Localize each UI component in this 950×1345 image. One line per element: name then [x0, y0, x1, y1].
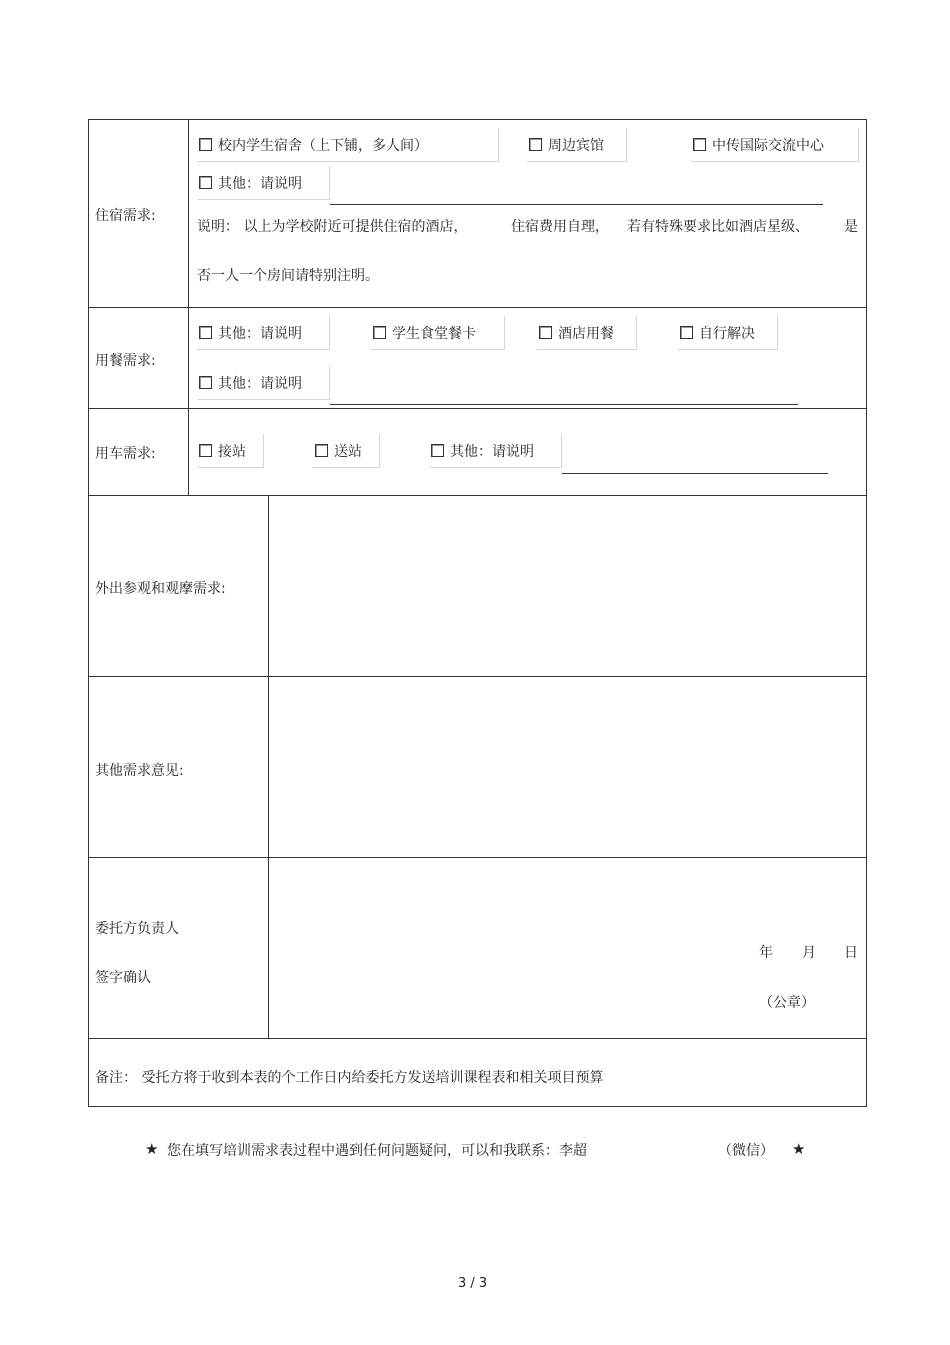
option-label: 其他：请说明 — [218, 175, 302, 192]
option-nearby-hotel[interactable] — [527, 128, 627, 162]
page-number: 3 / 3 — [458, 1276, 488, 1291]
row-divider — [88, 1038, 867, 1039]
option-label: 送站 — [334, 443, 362, 460]
column-divider — [188, 119, 189, 496]
option-label: 学生食堂餐卡 — [392, 325, 476, 342]
wechat-text: （微信） — [718, 1143, 774, 1159]
star-icon: ★ — [792, 1140, 806, 1158]
meals-label: 用餐需求: — [95, 353, 156, 369]
option-dropoff[interactable] — [313, 434, 380, 468]
option-meals-other[interactable] — [197, 316, 330, 350]
remarks-text: 备注： 受托方将于收到本表的个工作日内给委托方发送培训课程表和相关项目预算 — [95, 1070, 604, 1086]
checkbox-icon[interactable] — [693, 138, 706, 151]
checkbox-icon[interactable] — [680, 326, 693, 339]
option-exchange-center[interactable] — [691, 128, 859, 162]
accommodation-note: 否一人一个房间请特别注明。 — [197, 268, 379, 284]
other-label: 其他需求意见: — [95, 763, 184, 779]
accommodation-note: 是 — [844, 219, 858, 235]
option-label: 酒店用餐 — [558, 325, 614, 342]
checkbox-icon[interactable] — [199, 326, 212, 339]
date-month: 月 — [802, 945, 816, 961]
checkbox-icon[interactable] — [199, 376, 212, 389]
checkbox-icon[interactable] — [199, 444, 212, 457]
star-icon: ★ — [145, 1140, 159, 1158]
accommodation-label: 住宿需求: — [95, 208, 156, 224]
table-right-border — [866, 119, 867, 1107]
seal-label: （公章） — [759, 995, 815, 1011]
option-label: 中传国际交流中心 — [712, 137, 824, 154]
accommodation-note: 住宿费用自理， — [511, 219, 609, 235]
option-accommodation-other[interactable] — [197, 166, 330, 200]
signature-label: 委托方负责人 — [95, 921, 179, 937]
accommodation-other-input-line[interactable] — [330, 204, 823, 205]
other-input-area[interactable] — [269, 677, 866, 857]
option-label: 其他：请说明 — [450, 443, 534, 460]
checkbox-icon[interactable] — [539, 326, 552, 339]
option-hotel-meals[interactable] — [537, 316, 637, 350]
transport-other-input-line[interactable] — [562, 473, 828, 474]
checkbox-icon[interactable] — [431, 444, 444, 457]
date-day: 日 — [844, 945, 858, 961]
option-label: 接站 — [218, 443, 246, 460]
option-canteen-card[interactable] — [371, 316, 505, 350]
table-bottom-border — [88, 1106, 867, 1107]
checkbox-icon[interactable] — [315, 444, 328, 457]
option-pickup[interactable] — [197, 434, 264, 468]
checkbox-icon[interactable] — [199, 176, 212, 189]
option-label: 校内学生宿舍（上下铺，多人间） — [218, 137, 428, 154]
visit-label: 外出参观和观摩需求: — [95, 581, 226, 597]
option-label: 周边宾馆 — [548, 137, 604, 154]
option-self-arranged[interactable] — [678, 316, 778, 350]
accommodation-note: 若有特殊要求比如酒店星级、 — [627, 219, 809, 235]
signature-label: 签字确认 — [95, 970, 151, 986]
checkbox-icon[interactable] — [529, 138, 542, 151]
accommodation-note: 说明： 以上为学校附近可提供住宿的酒店， — [197, 219, 468, 235]
row-divider — [88, 307, 867, 308]
option-label: 自行解决 — [699, 325, 755, 342]
row-divider — [88, 408, 867, 409]
table-top-border — [88, 119, 867, 120]
option-label: 其他：请说明 — [218, 375, 302, 392]
meals-other-input-line[interactable] — [330, 404, 798, 405]
checkbox-icon[interactable] — [373, 326, 386, 339]
table-left-border — [88, 119, 89, 1107]
option-campus-dorm[interactable] — [197, 128, 499, 162]
option-transport-other[interactable] — [429, 434, 562, 468]
option-meals-other-2[interactable] — [197, 366, 330, 400]
checkbox-icon[interactable] — [199, 138, 212, 151]
date-year: 年 — [759, 945, 773, 961]
transport-label: 用车需求: — [95, 446, 156, 462]
visit-input-area[interactable] — [269, 496, 866, 676]
option-label: 其他：请说明 — [218, 325, 302, 342]
contact-text: 您在填写培训需求表过程中遇到任何问题疑问，可以和我联系：李超 — [167, 1143, 587, 1159]
